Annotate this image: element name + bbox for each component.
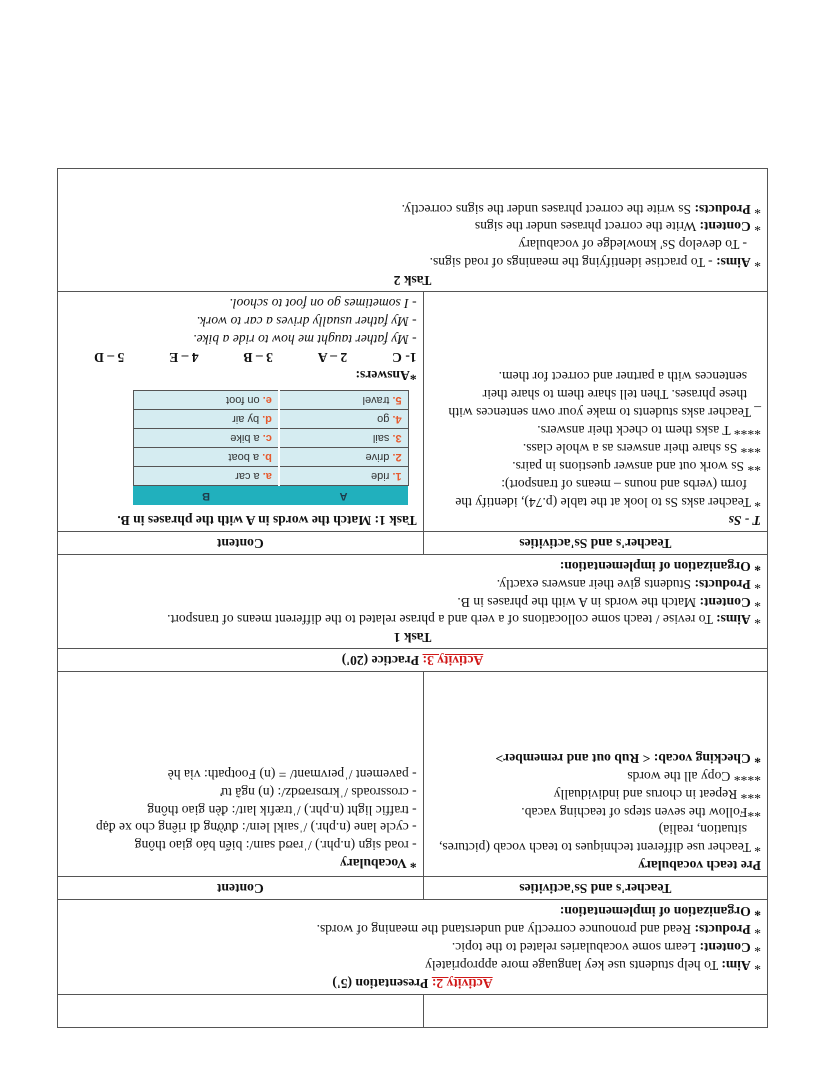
- teacher-step: *** Ss share their answers as a whole class.: [522, 441, 761, 457]
- activity3-col2-header: Content: [58, 531, 424, 554]
- activity3-content: * Content: Match the words in A with the phrases in B.: [457, 594, 761, 610]
- answers-row: [64, 348, 417, 366]
- activity2-organization: * Organization of implementation:: [559, 904, 761, 920]
- example-sentence: - I sometimes go on foot to school.: [229, 296, 417, 312]
- answer-item: 2 – A: [317, 350, 348, 366]
- activity3-products: * Products: Students give their answers exactly.: [496, 576, 761, 592]
- match-row: 5. travel e. on foot: [133, 390, 408, 409]
- answer-item: 4 – E: [169, 350, 199, 366]
- vocab-item: - pavement /ˈpeɪvmənt/ = (n) Footpath: vỉa hè: [167, 766, 417, 782]
- t-ss-label: T - Ss: [728, 512, 761, 528]
- pre-teach-line: * Teacher use different techniques to teach vocab (pictures, situation, realia): [438, 822, 761, 856]
- task2-aims-2: - To develop Ss' knowledge of vocabulary: [518, 237, 747, 253]
- pre-teach-line: **** Copy all the words: [627, 768, 761, 784]
- vocab-item: - traffic light (n.phr.) /ˈtræfɪk laɪt/: đèn giao thông: [147, 802, 417, 818]
- answers-label: *Answers:: [355, 367, 417, 383]
- example-sentence: - My father usually drives a car to work.: [196, 314, 417, 330]
- task1-heading: Task 1: [393, 630, 432, 646]
- task2-content: * Content: Write the correct phrases under the signs: [474, 219, 761, 235]
- activity2-label: Activity 2:: [431, 976, 493, 991]
- task2-products: * Products: Ss write the correct phrases under the signs correctly.: [401, 201, 761, 217]
- activity3-header-row: [58, 531, 768, 554]
- match-row: 1. ride a. a car: [133, 467, 408, 486]
- pre-teach-title: Pre teach vocabulary: [638, 858, 761, 874]
- activity3-overview-row: [58, 554, 768, 649]
- pre-teach-line: **Follow the seven steps of teaching vacab.: [521, 804, 761, 820]
- match-row: 2. drive b. a boat: [133, 448, 408, 467]
- activity2-header-row: [58, 877, 768, 900]
- activity2-title: Presentation (5'): [332, 976, 429, 991]
- activity3-title: Practice (20'): [341, 653, 420, 669]
- activity2-col1-header: Teacher's and Ss'activities: [423, 877, 767, 900]
- top-empty-row: [58, 995, 768, 1028]
- checking-vocab: * Checking vocab: < Rub out and remember>: [495, 750, 761, 766]
- activity2-body-row: [58, 672, 768, 877]
- activity2-products: * Products: Read and pronounce correctly and understand the meaning of words.: [316, 922, 761, 938]
- match-table: [133, 390, 409, 505]
- activity2-aim: * Aim: To help students use key language more appropriately: [425, 958, 761, 974]
- task2-heading: Task 2: [393, 273, 432, 289]
- task2-row: [58, 169, 768, 292]
- teacher-step: * Teacher asks Ss to look at the table (p.74), identify the form (verbs and nouns – means of transport):: [455, 476, 761, 510]
- match-header-a: A: [279, 486, 408, 505]
- vocabulary-title: * Vocabulary: [339, 856, 417, 872]
- vocab-item: - crossroads /ˈkrɒsrəʊdz/: (n) ngã tư: [220, 784, 417, 800]
- activity2-content: * Content: Learn some vocabularies related to the topic.: [451, 940, 761, 956]
- teacher-step: ** Ss work out and answer questions in pairs.: [512, 459, 761, 474]
- answer-item: 3 – B: [243, 350, 273, 366]
- activity3-aims: * Aims: To revise / teach some collocations of a verb and a phrase related to the different means of transport.: [167, 612, 761, 628]
- vocab-item: - road sign (n.phr.) /ˈrəʊd saɪn/: biển báo giao thông: [134, 838, 417, 854]
- activity2-col2-header: Content: [58, 877, 424, 900]
- match-table-header: [133, 486, 408, 505]
- example-sentence: - My father taught me how to ride a bike.: [193, 332, 417, 348]
- activity2-overview-row: [58, 900, 768, 995]
- task1-title: Task 1: Match the words in A with the phrases in B.: [117, 512, 417, 528]
- activity3-body-row: [58, 292, 768, 532]
- activity3-col1-header: Teacher's and Ss'activities: [423, 531, 767, 554]
- lesson-plan-table: [57, 168, 768, 1028]
- pre-teach-line: *** Repeat in chorus and individually: [553, 786, 761, 802]
- answer-item: 1- C: [392, 350, 417, 366]
- teacher-step: **** T asks them to check their answers.: [537, 423, 761, 439]
- activity3-label: Activity 3:: [422, 653, 484, 669]
- match-header-b: B: [133, 486, 279, 505]
- teacher-step: _ Teacher asks students to make your own sentences with these phrases. Then tell share them to share their sentences with a partner and correct for them.: [448, 369, 761, 421]
- match-row: 3. sail c. a bike: [133, 429, 408, 448]
- activity3-title-row: [58, 649, 768, 672]
- activity2-heading: [64, 974, 761, 992]
- vocab-item: - cycle lane (n.phr.) /ˈsaɪkl leɪn/: đường đi riêng cho xe đạp: [95, 820, 417, 836]
- task2-aims: * Aims: - To practise identifying the meanings of road signs.: [429, 255, 761, 271]
- answer-item: 5 – D: [94, 350, 125, 366]
- match-row: 4. go d. by air: [133, 410, 408, 429]
- activity3-organization: * Organization of implementation:: [559, 558, 761, 574]
